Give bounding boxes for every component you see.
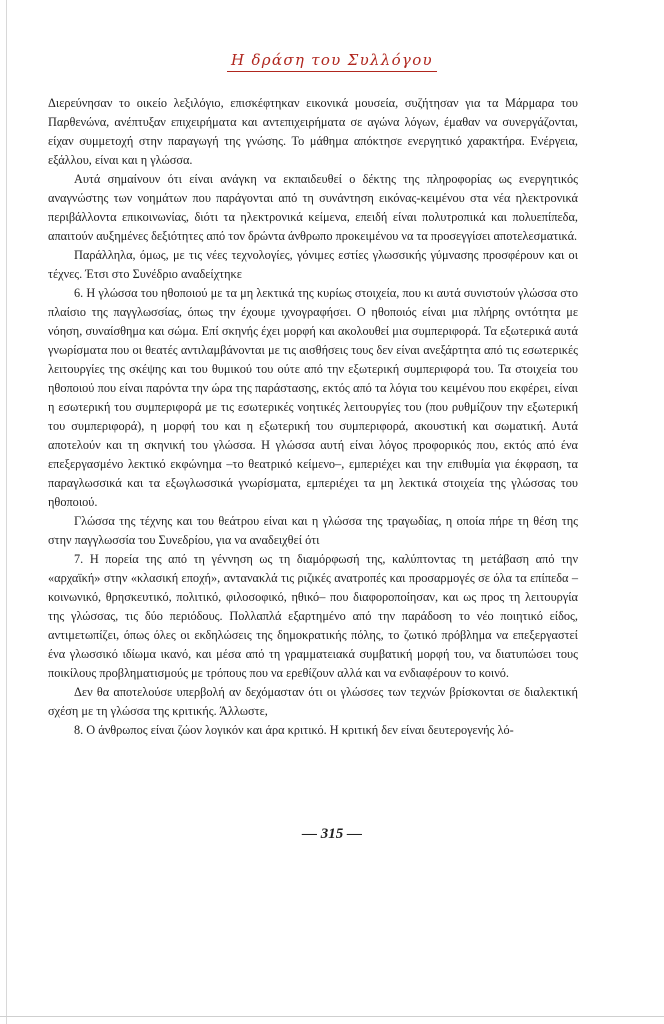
paragraph-5: Γλώσσα της τέχνης και του θεάτρου είναι και η γλώσσα της τραγωδίας, η οποία πήρε τη θέση της στην παγγλωσσία του Συνεδρίου, για να αναδειχθεί ότι — [48, 514, 578, 547]
scan-edge-bottom — [0, 1016, 664, 1017]
paragraph-4: 6. Η γλώσσα του ηθοποιού με τα μη λεκτικά της κυρίως στοιχεία, που κι αυτά συνιστούν γλώσσα στο πλαίσιο της παγγλωσσίας, όπως την έχουμε ιχνογραφήσει. Ο ηθοποιός είναι μια πλήρης οντότητα με νόηση, συναίσθημα και σώμα. Επί σκηνής έχει μορφή και ακολουθεί μια συμπεριφορά. Τα εξωτερικά αυτά γνωρίσματα που οι θεατές αντιλαμβάνονται με τις αισθήσεις τους δεν είναι ανεξάρτητα από τις εσωτερικές λειτουργίες της σκέψης και του θυμικού του ούτε από την εξωτερική συμπεριφορά του. Τα στοιχεία του ηθοποιού που είναι παρόντα την ώρα της παράστασης, εκτός από τα λόγια του κειμένου που εκφέρει, είναι η εσωτερική του συμπεριφορά με τις εσωτερικές νοητικές λειτουργίες του (που ρυθμίζουν την εξωτερική του συμπεριφορά), η μορφή του και η εξωτερική του συμπεριφορά, ακουστική και σωματική. Αυτά αποτελούν και τη σκηνική του γλώσσα. Η γλώσσα αυτή είναι λόγος προφορικός που, εκτός από ένα επεξεργασμένο λεκτικό εκφώνημα –το θεατρικό κείμενο–, εμπεριέχει και την επιθυμία για έκφραση, τα παραγλωσσικά και τα εξωγλωσσικά γνωρίσματα, εμπεριέχει τα μη λεκτικά στοιχεία της γλώσσας του ηθοποιού. — [48, 286, 578, 509]
page-footer — [0, 823, 664, 843]
paragraph-3: Παράλληλα, όμως, με τις νέες τεχνολογίες, γόνιμες εστίες γλωσσικής γύμνασης προσφέρουν και οι τέχνες. Έτσι στο Συνέδριο αναδείχτηκε — [48, 248, 578, 281]
body-text — [48, 94, 578, 740]
paragraph-6: 7. Η πορεία της από τη γέννηση ως τη διαμόρφωσή της, καλύπτοντας τη μετάβαση από την «αρχαϊκή» στην «κλασική εποχή», αντανακλά τις ριζικές ανατροπές και προσαρμογές σε όλα τα επίπεδα –κοινωνικό, θρησκευτικό, πολιτικό, φιλοσοφικό, ηθικό– που διαφοροποίησαν, και ως προς τη λειτουργία της γλώσσας, τις δύο περιόδους. Πολλαπλά εξαρτημένο από την παράδοση το νέο ποιητικό είδος, αντιμετωπίζει, όπως όλες οι εκδηλώσεις της δημοκρατικής πόλης, το ζωτικό πρόβλημα να επεξεργαστεί ένα γλωσσικό ιδίωμα ικανό, και μέσα από τη γραμματειακά συμβατική μορφή του, να διατυπώσει τους ποικίλους προβληματισμούς με τρόπους που να ερεθίζουν αλλά και να ενδιαφέρουν το κοινό. — [48, 552, 578, 680]
scan-edge-left — [6, 0, 7, 1024]
header-title: Η δράση του Συλλόγου — [227, 51, 437, 72]
paragraph-8: 8. Ο άνθρωπος είναι ζώον λογικόν και άρα κριτικό. Η κριτική δεν είναι δευτερογενής λό- — [74, 723, 514, 737]
page-number: — 315 — — [302, 826, 362, 842]
paragraph-7: Δεν θα αποτελούσε υπερβολή αν δεχόμασταν ότι οι γλώσσες των τεχνών βρίσκονται σε διαλεκτική σχέση με τη γλώσσα της κριτικής. Άλλωστε, — [48, 685, 578, 718]
paragraph-1: Διερεύνησαν το οικείο λεξιλόγιο, επισκέφτηκαν εικονικά μουσεία, συζήτησαν για τα Μάρμαρα του Παρθενώνα, ανέπτυξαν επιχειρήματα και αντεπιχειρήματα σε αγώνα λόγων, έμαθαν να συνεργάζονται, είχαν συμμετοχή στην παραγωγή της γνώσης. Το μάθημα απόκτησε ενεργητικό χαρακτήρα. Ενέργεια, εξάλλου, είναι και η γλώσσα. — [48, 96, 578, 167]
running-header — [0, 50, 664, 72]
paragraph-2: Αυτά σημαίνουν ότι είναι ανάγκη να εκπαιδευθεί ο δέκτης της πληροφορίας ως ενεργητικός αναγνώστης των νοημάτων που παράγονται από τη συνάντηση εικόνας-κειμένου στα νέα ηλεκτρονικά περιβάλλοντα επικοινωνίας, διότι τα ηλεκτρονικά κείμενα, επειδή είναι πολυτροπικά και πολυεπίπεδα, απαιτούν αυξημένες δεξιότητες από τον δρώντα άνθρωπο προκειμένου να τα προσεγγίσει αποτελεσματικά. — [48, 172, 578, 243]
